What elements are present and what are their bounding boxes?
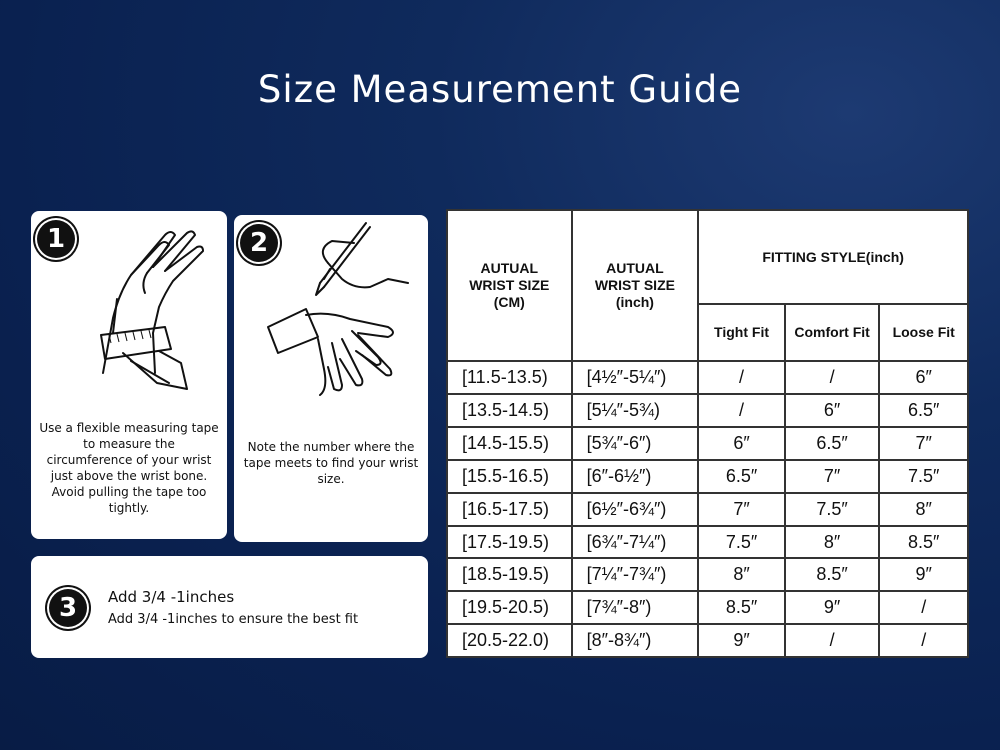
wrist-mark-illustration <box>258 219 418 399</box>
cell-inch-range: [7¾″-8″) <box>572 591 699 624</box>
step-3-title: Add 3/4 -1inches <box>108 588 235 606</box>
cell-inch-range: [7¼″-7¾″) <box>572 558 699 591</box>
table-row <box>447 394 968 427</box>
cell-loose-fit: 8″ <box>879 493 968 526</box>
table-row <box>447 558 968 591</box>
cell-tight-fit: 7″ <box>698 493 785 526</box>
cell-tight-fit: 6.5″ <box>698 460 785 493</box>
cell-cm-range: [11.5-13.5) <box>447 361 572 394</box>
header-fitting-style: FITTING STYLE(inch) <box>698 210 968 304</box>
cell-inch-range: [6½″-6¾″) <box>572 493 699 526</box>
header-tight-fit: Tight Fit <box>698 304 785 361</box>
cell-cm-range: [15.5-16.5) <box>447 460 572 493</box>
cell-tight-fit: 7.5″ <box>698 526 785 559</box>
cell-loose-fit: 6.5″ <box>879 394 968 427</box>
table-row <box>447 591 968 624</box>
header-loose-fit: Loose Fit <box>879 304 968 361</box>
cell-comfort-fit: 9″ <box>785 591 880 624</box>
step-1-text: Use a flexible measuring tape to measure the circumference of your wrist just above the wrist bone. Avoid pulling the tape too tightly. <box>39 421 219 515</box>
page-title: Size Measurement Guide <box>257 68 743 111</box>
size-table <box>446 209 969 658</box>
cell-comfort-fit: 8″ <box>785 526 880 559</box>
step-2-card <box>234 215 428 542</box>
header-comfort-fit: Comfort Fit <box>785 304 880 361</box>
table-row <box>447 460 968 493</box>
step-3-card <box>31 556 428 658</box>
cell-loose-fit: / <box>879 624 968 657</box>
cell-tight-fit: 8.5″ <box>698 591 785 624</box>
cell-comfort-fit: 7.5″ <box>785 493 880 526</box>
table-row <box>447 427 968 460</box>
cell-tight-fit: / <box>698 394 785 427</box>
table-row <box>447 624 968 657</box>
cell-cm-range: [16.5-17.5) <box>447 493 572 526</box>
header-wrist-cm: AUTUAL WRIST SIZE (CM) <box>447 210 572 361</box>
header-wrist-inch: AUTUAL WRIST SIZE (inch) <box>572 210 699 361</box>
cell-cm-range: [18.5-19.5) <box>447 558 572 591</box>
cell-comfort-fit: / <box>785 624 880 657</box>
cell-tight-fit: 8″ <box>698 558 785 591</box>
cell-tight-fit: 6″ <box>698 427 785 460</box>
table-row <box>447 361 968 394</box>
cell-inch-range: [5¼″-5¾) <box>572 394 699 427</box>
cell-loose-fit: 7.5″ <box>879 460 968 493</box>
cell-cm-range: [13.5-14.5) <box>447 394 572 427</box>
cell-comfort-fit: 6″ <box>785 394 880 427</box>
table-row <box>447 526 968 559</box>
cell-tight-fit: / <box>698 361 785 394</box>
cell-loose-fit: / <box>879 591 968 624</box>
step-1-number: 1 <box>37 220 75 258</box>
step-1-card <box>31 211 227 539</box>
cell-cm-range: [17.5-19.5) <box>447 526 572 559</box>
cell-cm-range: [19.5-20.5) <box>447 591 572 624</box>
size-table-container <box>446 209 969 658</box>
cell-loose-fit: 8.5″ <box>879 526 968 559</box>
cell-comfort-fit: 6.5″ <box>785 427 880 460</box>
cell-comfort-fit: / <box>785 361 880 394</box>
step-3-number: 3 <box>49 589 87 627</box>
cell-comfort-fit: 7″ <box>785 460 880 493</box>
cell-inch-range: [8″-8¾″) <box>572 624 699 657</box>
table-row <box>447 493 968 526</box>
cell-inch-range: [6¾″-7¼″) <box>572 526 699 559</box>
cell-loose-fit: 9″ <box>879 558 968 591</box>
cell-loose-fit: 7″ <box>879 427 968 460</box>
cell-tight-fit: 9″ <box>698 624 785 657</box>
cell-inch-range: [6″-6½″) <box>572 460 699 493</box>
step-3-text: Add 3/4 -1inches to ensure the best fit <box>108 612 359 627</box>
cell-comfort-fit: 8.5″ <box>785 558 880 591</box>
step-2-number: 2 <box>240 224 278 262</box>
cell-cm-range: [20.5-22.0) <box>447 624 572 657</box>
cell-inch-range: [5¾″-6″) <box>572 427 699 460</box>
cell-inch-range: [4½″-5¼″) <box>572 361 699 394</box>
wrist-measure-illustration <box>61 223 211 393</box>
cell-loose-fit: 6″ <box>879 361 968 394</box>
step-2-text: Note the number where the tape meets to find your wrist size. <box>243 440 419 486</box>
cell-cm-range: [14.5-15.5) <box>447 427 572 460</box>
